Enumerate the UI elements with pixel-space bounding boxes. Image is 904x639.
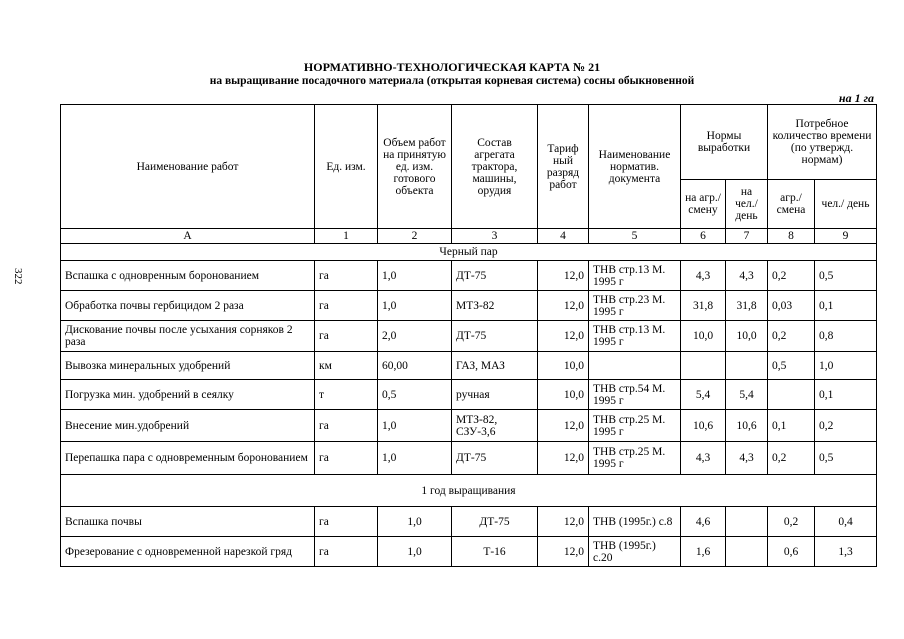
cell-aggregate: ДТ-75 (452, 507, 538, 537)
cell-n-agg: 4,3 (681, 261, 726, 291)
cell-work: Обработка почвы гербицидом 2 раза (61, 291, 315, 321)
cell-n-man (726, 537, 768, 567)
cell-t-man: 0,4 (815, 507, 877, 537)
table-row (61, 442, 877, 475)
section-title: 1 год выращивания (61, 475, 877, 507)
section-row (61, 244, 877, 261)
cell-t-man: 0,1 (815, 380, 877, 410)
unit-note: на 1 га (838, 91, 874, 105)
cell-work: Перепашка пара с одновременным боронованием (61, 442, 315, 475)
cell-n-agg: 4,6 (681, 507, 726, 537)
index-cell: 1 (315, 229, 378, 244)
index-cell: 2 (378, 229, 452, 244)
cell-doc: ТНВ стр.13 М. 1995 г (589, 321, 681, 352)
cell-tariff: 12,0 (538, 291, 589, 321)
cell-t-man: 0,5 (815, 442, 877, 475)
cell-doc: ТНВ стр.25 М. 1995 г (589, 410, 681, 442)
index-cell: А (61, 229, 315, 244)
table-row (61, 537, 877, 567)
cell-unit: га (315, 291, 378, 321)
cell-n-man: 10,0 (726, 321, 768, 352)
cell-unit: т (315, 380, 378, 410)
index-cell: 5 (589, 229, 681, 244)
index-cell: 3 (452, 229, 538, 244)
index-cell: 4 (538, 229, 589, 244)
table-row (61, 321, 877, 352)
cell-tariff: 12,0 (538, 410, 589, 442)
header-time-man: чел./ день (815, 180, 877, 229)
cell-t-agg: 0,2 (768, 442, 815, 475)
cell-t-man: 0,1 (815, 291, 877, 321)
header-time-agg: агр./ смена (768, 180, 815, 229)
cell-aggregate: Т-16 (452, 537, 538, 567)
cell-work: Вспашка с одновренным боронованием (61, 261, 315, 291)
index-row (61, 229, 877, 244)
cell-doc: ТНВ (1995г.) с.8 (589, 507, 681, 537)
cell-volume: 1,0 (378, 507, 452, 537)
cell-t-agg: 0,03 (768, 291, 815, 321)
cell-tariff: 12,0 (538, 321, 589, 352)
document-title (0, 60, 904, 88)
table-row (61, 261, 877, 291)
cell-t-agg: 0,6 (768, 537, 815, 567)
cell-aggregate: МТЗ-82, СЗУ-3,6 (452, 410, 538, 442)
cell-aggregate: ДТ-75 (452, 442, 538, 475)
cell-unit: га (315, 537, 378, 567)
cell-doc: ТНВ стр.54 М. 1995 г (589, 380, 681, 410)
cell-n-man: 4,3 (726, 261, 768, 291)
header-work-name: Наименование работ (61, 105, 315, 229)
cell-tariff: 12,0 (538, 261, 589, 291)
title-subtitle: на выращивание посадочного материала (открытая корневая система) сосны обыкновенной (209, 75, 695, 87)
cell-n-man: 31,8 (726, 291, 768, 321)
cell-t-man: 0,5 (815, 261, 877, 291)
cell-work: Фрезерование с одновременной нарезкой гряд (61, 537, 315, 567)
cell-aggregate: МТЗ-82 (452, 291, 538, 321)
cell-doc: ТНВ стр.23 М. 1995 г (589, 291, 681, 321)
table-body (61, 244, 877, 567)
table-row (61, 410, 877, 442)
cell-volume: 0,5 (378, 380, 452, 410)
index-cell: 6 (681, 229, 726, 244)
table-row (61, 352, 877, 380)
header-unit: Ед. изм. (315, 105, 378, 229)
header-norms-agg: на агр./ смену (681, 180, 726, 229)
cell-work: Дискование почвы после усыхания сорняков 2 раза (61, 321, 315, 352)
cell-work: Вывозка минеральных удобрений (61, 352, 315, 380)
cell-t-agg: 0,2 (768, 261, 815, 291)
cell-aggregate: ручная (452, 380, 538, 410)
cell-volume: 60,00 (378, 352, 452, 380)
cell-n-agg (681, 352, 726, 380)
header-row-1 (61, 105, 877, 180)
cell-n-man: 10,6 (726, 410, 768, 442)
header-aggregate: Состав агрегата трактора, машины, орудия (452, 105, 538, 229)
cell-volume: 1,0 (378, 442, 452, 475)
cell-unit: га (315, 507, 378, 537)
cell-t-man: 1,3 (815, 537, 877, 567)
header-doc: Наименование норматив. документа (589, 105, 681, 229)
cell-doc: ТНВ (1995г.) с.20 (589, 537, 681, 567)
cell-aggregate: ДТ-75 (452, 261, 538, 291)
cell-volume: 1,0 (378, 537, 452, 567)
index-cell: 9 (815, 229, 877, 244)
cell-t-man: 0,8 (815, 321, 877, 352)
table-row (61, 507, 877, 537)
cell-n-agg: 4,3 (681, 442, 726, 475)
cell-t-agg: 0,2 (768, 321, 815, 352)
cell-unit: км (315, 352, 378, 380)
cell-tariff: 12,0 (538, 537, 589, 567)
cell-doc (589, 352, 681, 380)
cell-n-man (726, 352, 768, 380)
cell-volume: 1,0 (378, 261, 452, 291)
cell-n-man: 5,4 (726, 380, 768, 410)
page-number: 322 (12, 268, 24, 285)
index-cell: 7 (726, 229, 768, 244)
cell-tariff: 12,0 (538, 442, 589, 475)
header-tariff: Тариф ный разряд работ (538, 105, 589, 229)
header-volume: Объем работ на принятую ед. изм. готового объекта (378, 105, 452, 229)
header-time: Потребное количество времени (по утвержд. нормам) (768, 105, 877, 180)
cell-unit: га (315, 321, 378, 352)
cell-volume: 2,0 (378, 321, 452, 352)
cell-n-agg: 10,0 (681, 321, 726, 352)
cell-tariff: 10,0 (538, 352, 589, 380)
cell-unit: га (315, 410, 378, 442)
cell-t-agg: 0,5 (768, 352, 815, 380)
cell-n-man: 4,3 (726, 442, 768, 475)
cell-doc: ТНВ стр.13 М. 1995 г (589, 261, 681, 291)
cell-n-agg: 31,8 (681, 291, 726, 321)
cell-work: Погрузка мин. удобрений в сеялку (61, 380, 315, 410)
cell-n-man (726, 507, 768, 537)
cell-work: Внесение мин.удобрений (61, 410, 315, 442)
cell-aggregate: ДТ-75 (452, 321, 538, 352)
header-norms-man: на чел./ день (726, 180, 768, 229)
cell-t-man: 1,0 (815, 352, 877, 380)
cell-n-agg: 10,6 (681, 410, 726, 442)
cell-t-agg: 0,1 (768, 410, 815, 442)
header-norms: Нормы выработки (681, 105, 768, 180)
table-row (61, 291, 877, 321)
section-title: Черный пар (61, 244, 877, 261)
title-main: НОРМАТИВНО-ТЕХНОЛОГИЧЕСКАЯ КАРТА № 21 (303, 60, 601, 74)
section-row (61, 475, 877, 507)
table-row (61, 380, 877, 410)
index-cell: 8 (768, 229, 815, 244)
cell-t-agg (768, 380, 815, 410)
cell-n-agg: 1,6 (681, 537, 726, 567)
cell-t-agg: 0,2 (768, 507, 815, 537)
cell-work: Вспашка почвы (61, 507, 315, 537)
cell-t-man: 0,2 (815, 410, 877, 442)
cell-unit: га (315, 261, 378, 291)
cell-aggregate: ГАЗ, МАЗ (452, 352, 538, 380)
norms-table (60, 104, 877, 567)
cell-tariff: 12,0 (538, 507, 589, 537)
cell-volume: 1,0 (378, 410, 452, 442)
cell-unit: га (315, 442, 378, 475)
cell-tariff: 10,0 (538, 380, 589, 410)
cell-n-agg: 5,4 (681, 380, 726, 410)
cell-volume: 1,0 (378, 291, 452, 321)
cell-doc: ТНВ стр.25 М. 1995 г (589, 442, 681, 475)
